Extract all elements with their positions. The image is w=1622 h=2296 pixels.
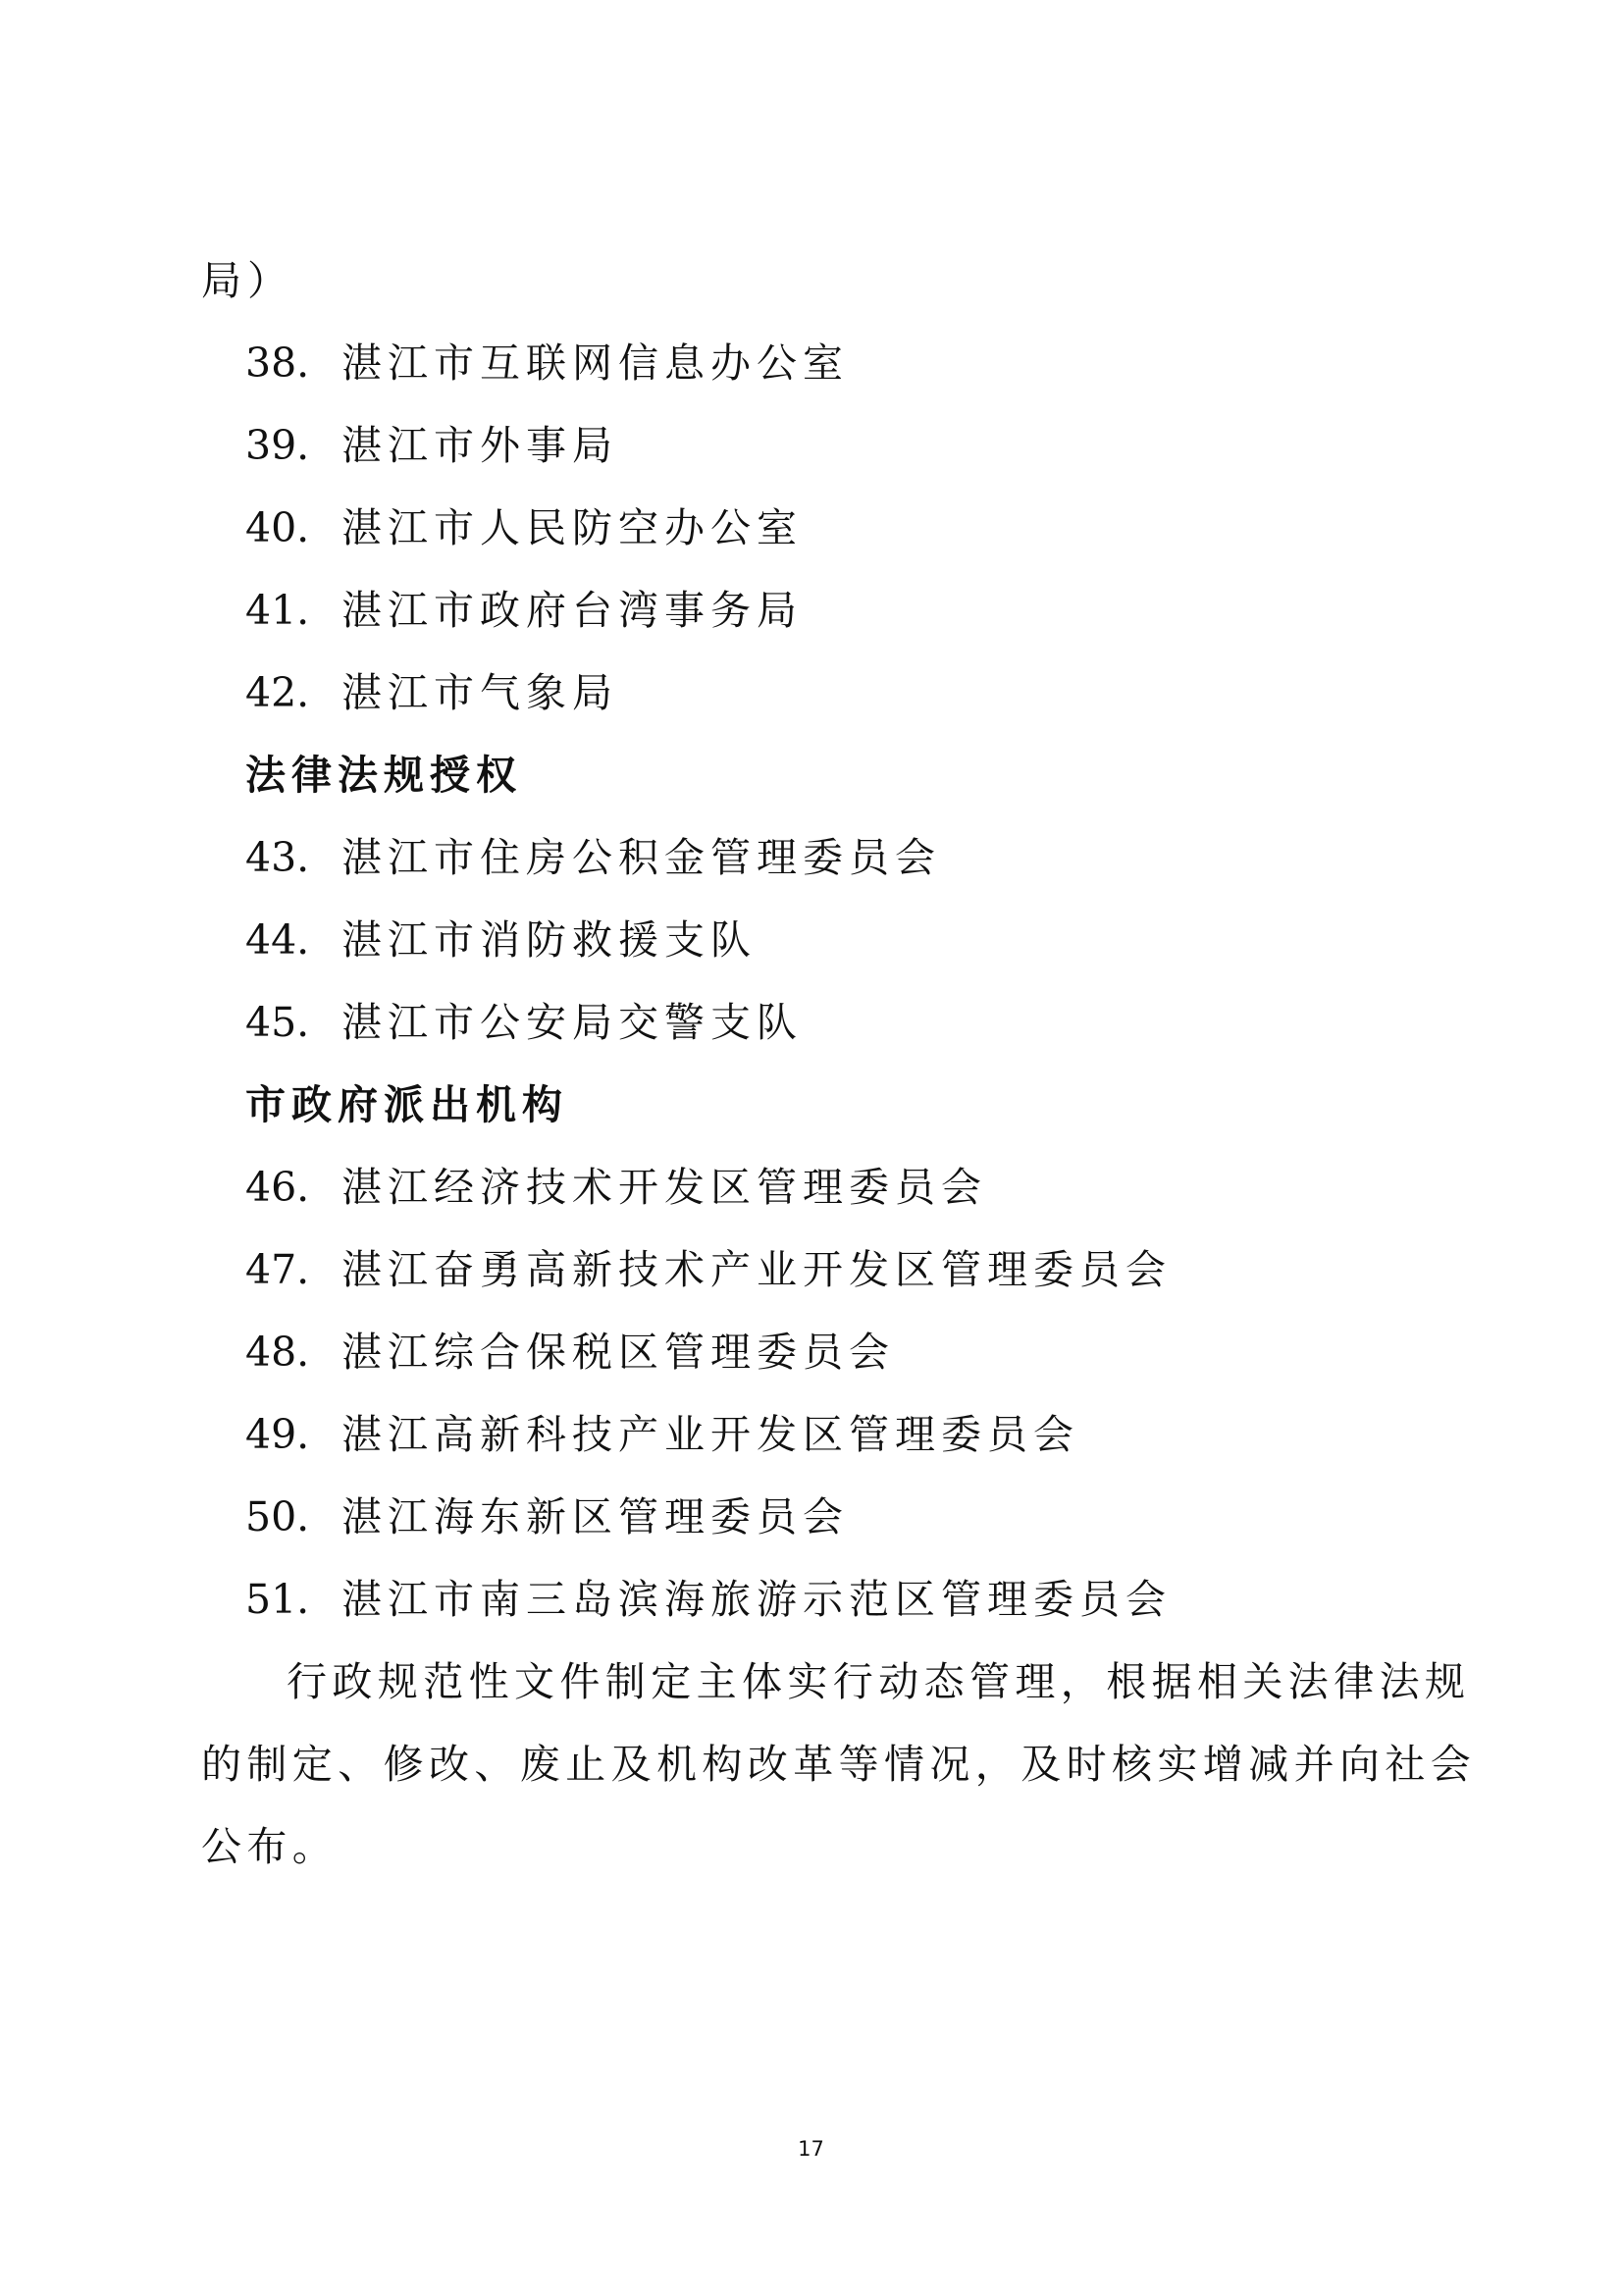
page-number: 17 [798, 2137, 824, 2161]
paragraph-line: 行政规范性文件制定主体实行动态管理，根据相关法律法规 [287, 1658, 1471, 1705]
paragraph-line: 公布。 [201, 1823, 339, 1870]
item-name: 湛江市气象局 [341, 669, 618, 716]
continuation-text: 局） [201, 257, 293, 304]
item-name: 湛江市南三岛滨海旅游示范区管理委员会 [341, 1576, 1172, 1623]
item-name: 湛江市人民防空办公室 [341, 504, 803, 551]
section-heading-authorized: 法律法规授权 [245, 752, 522, 799]
item-number: 39. [245, 422, 310, 469]
section-heading-dispatched: 市政府派出机构 [245, 1081, 568, 1128]
item-name: 湛江海东新区管理委员会 [341, 1493, 849, 1540]
item-number: 45. [245, 999, 310, 1046]
item-name: 湛江市互联网信息办公室 [341, 339, 849, 387]
item-number: 43. [245, 834, 310, 881]
item-number: 46. [245, 1164, 310, 1211]
item-number: 38. [245, 339, 310, 387]
item-number: 40. [245, 504, 310, 551]
item-name: 湛江市消防救援支队 [341, 916, 757, 964]
item-name: 湛江市政府台湾事务局 [341, 587, 803, 634]
paragraph-line: 的制定、修改、废止及机构改革等情况，及时核实增减并向社会 [201, 1741, 1477, 1788]
item-number: 49. [245, 1411, 310, 1458]
item-number: 47. [245, 1246, 310, 1293]
item-number: 42. [245, 669, 310, 716]
item-name: 湛江奋勇高新技术产业开发区管理委员会 [341, 1246, 1172, 1293]
item-number: 44. [245, 916, 310, 964]
item-name: 湛江市公安局交警支队 [341, 999, 803, 1046]
item-name: 湛江高新科技产业开发区管理委员会 [341, 1411, 1079, 1458]
item-name: 湛江经济技术开发区管理委员会 [341, 1164, 987, 1211]
item-number: 48. [245, 1329, 310, 1376]
item-number: 50. [245, 1493, 310, 1540]
item-number: 41. [245, 587, 310, 634]
item-name: 湛江市住房公积金管理委员会 [341, 834, 941, 881]
item-name: 湛江综合保税区管理委员会 [341, 1329, 895, 1376]
item-name: 湛江市外事局 [341, 422, 618, 469]
item-number: 51. [245, 1576, 310, 1623]
